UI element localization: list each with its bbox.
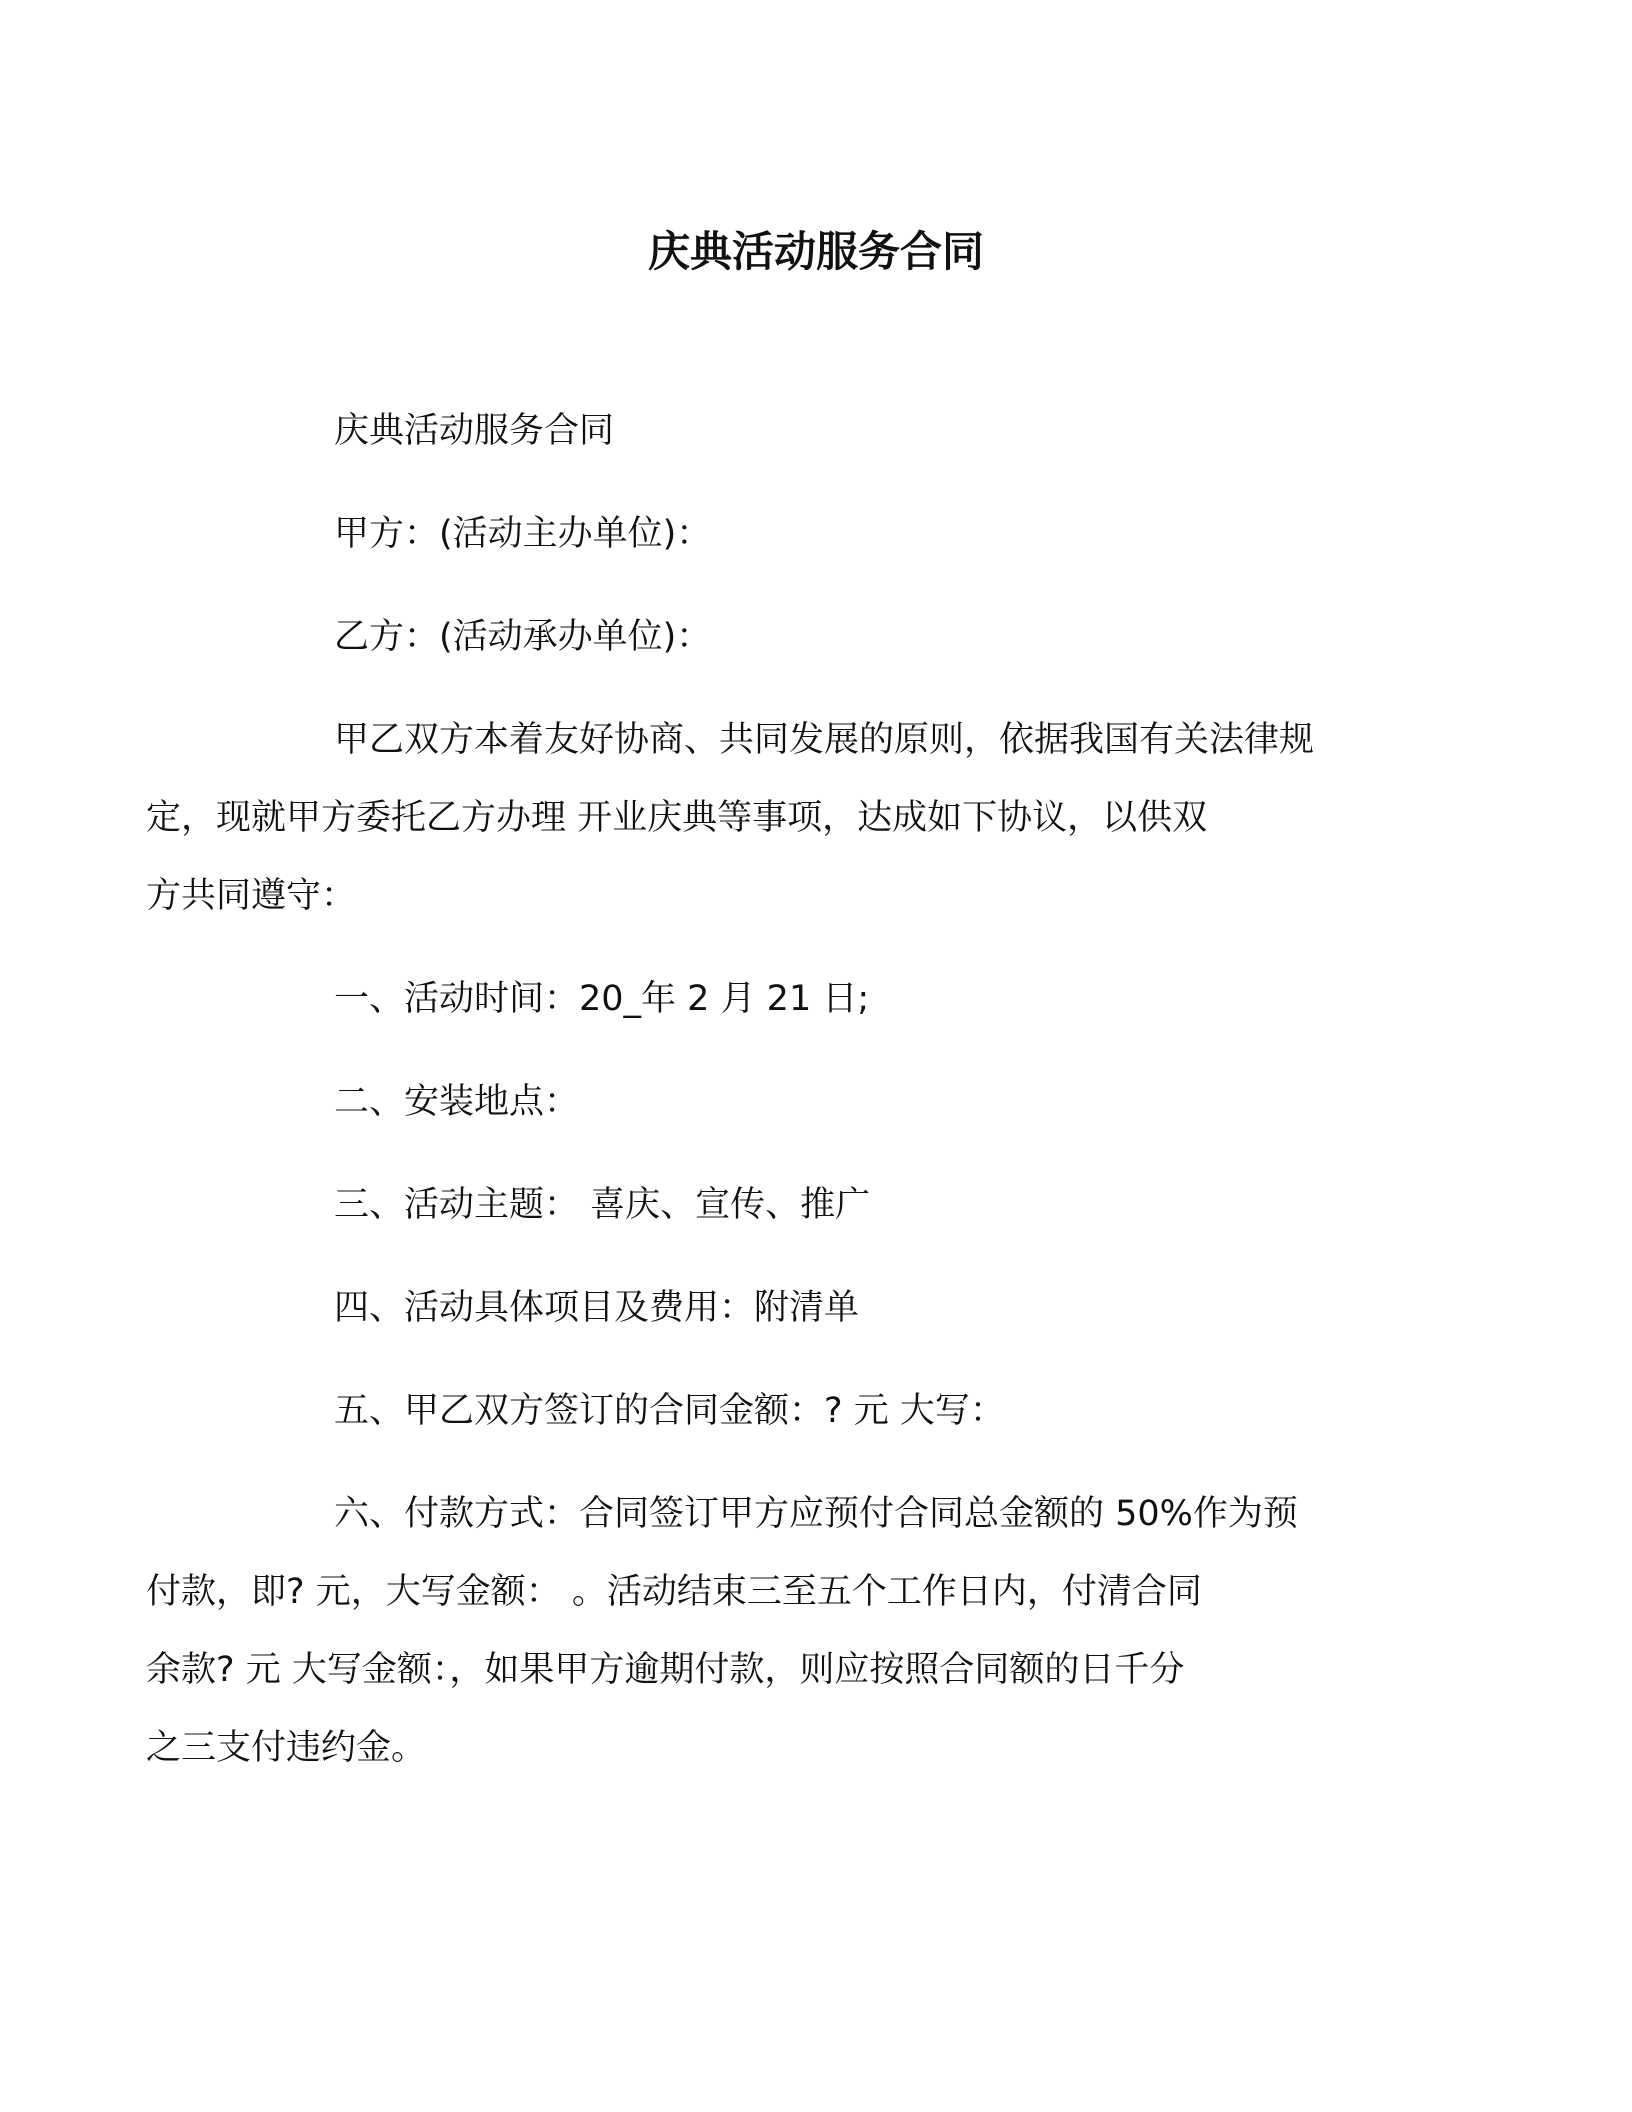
clause-items-and-fees: 四、活动具体项目及费用：附清单 bbox=[334, 1288, 860, 1328]
preamble-line: 甲乙双方本着友好协商、共同发展的原则，依据我国有关法律规 bbox=[334, 720, 1315, 760]
preamble-paragraph bbox=[146, 701, 1380, 935]
party-a-line: 甲方：(活动主办单位)： bbox=[334, 514, 712, 554]
preamble-line: 方共同遵守： bbox=[146, 876, 357, 916]
payment-line: 付款，即? 元，大写金额： 。活动结束三至五个工作日内，付清合同 bbox=[146, 1572, 1202, 1612]
clause-installation-location: 二、安装地点： bbox=[334, 1082, 580, 1122]
clause-activity-theme: 三、活动主题： 喜庆、宣传、推广 bbox=[334, 1185, 871, 1225]
payment-line: 之三支付违约金。 bbox=[146, 1728, 427, 1768]
clause-payment-method bbox=[146, 1475, 1380, 1787]
payment-line: 余款? 元 大写金额：，如果甲方逾期付款，则应按照合同额的日千分 bbox=[146, 1650, 1185, 1690]
document-title: 庆典活动服务合同 bbox=[647, 227, 984, 276]
document-body bbox=[146, 392, 1380, 1787]
party-b-line: 乙方：(活动承办单位)： bbox=[334, 617, 712, 657]
payment-line: 六、付款方式：合同签订甲方应预付合同总金额的 50%作为预 bbox=[334, 1494, 1298, 1534]
clause-contract-amount: 五、甲乙双方签订的合同金额：? 元 大写： bbox=[334, 1391, 1005, 1431]
preamble-line: 定，现就甲方委托乙方办理 开业庆典等事项，达成如下协议，以供双 bbox=[146, 798, 1208, 838]
contract-subtitle: 庆典活动服务合同 bbox=[334, 411, 615, 451]
clause-activity-time: 一、活动时间：20_年 2 月 21 日; bbox=[334, 979, 870, 1019]
